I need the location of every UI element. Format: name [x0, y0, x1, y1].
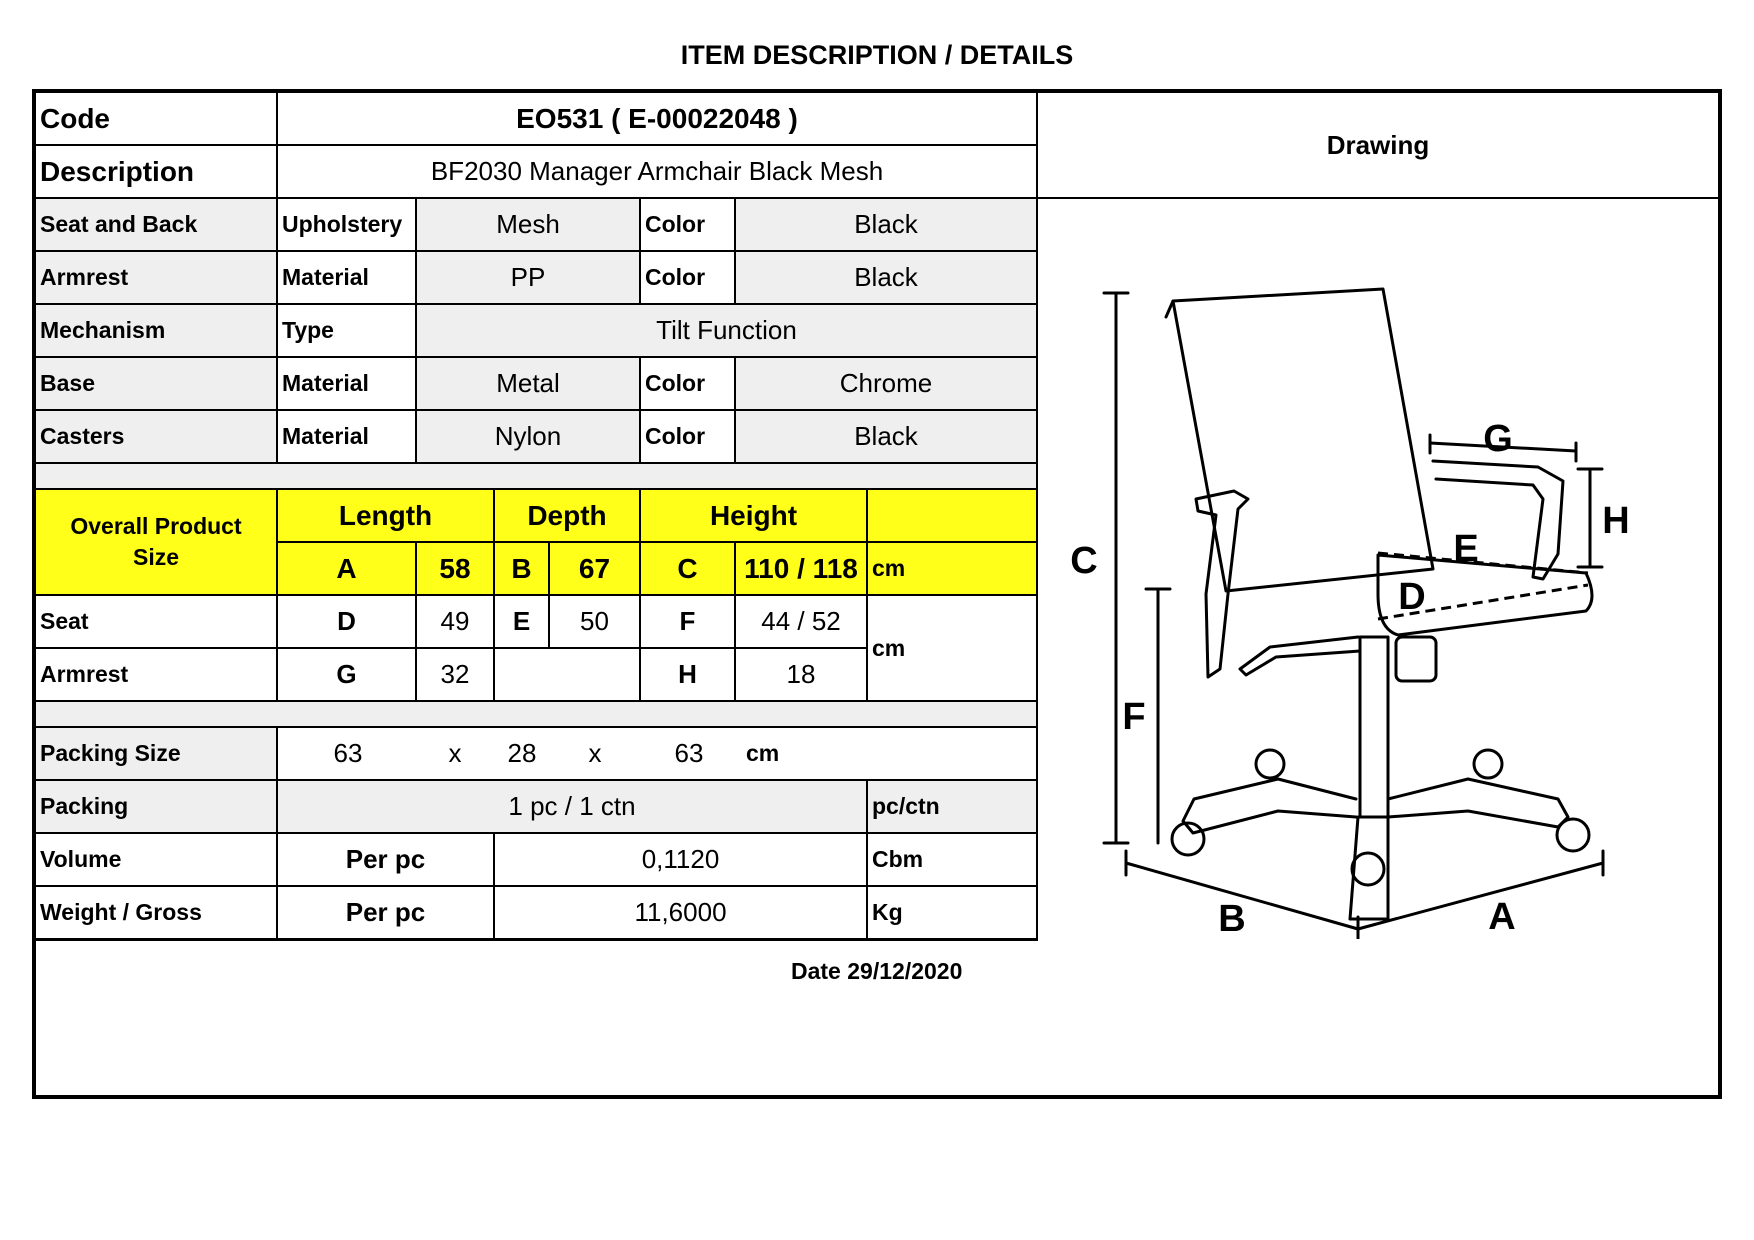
seat-label: Seat — [36, 596, 278, 649]
overall-unit: cm — [868, 543, 1038, 596]
packing-size-unit: cm — [746, 740, 780, 766]
weight-unit: Kg — [868, 887, 1038, 940]
empty-cell — [495, 649, 641, 702]
footer-divider — [36, 939, 1038, 941]
spec-value: Metal — [417, 358, 641, 411]
packing-width: 28 — [507, 738, 537, 768]
packing-times: x — [448, 738, 462, 768]
packing-value: 1 pc / 1 ctn — [278, 781, 868, 834]
drawing-letter-e: E — [1453, 528, 1479, 570]
dim-c-value: 110 / 118 — [736, 543, 868, 596]
weight-per: Per pc — [278, 887, 495, 940]
overall-blank-cell — [868, 490, 1038, 543]
spec-color-value: Black — [736, 411, 1038, 464]
drawing-letter-b: B — [1218, 898, 1246, 939]
drawing-letter-f: F — [1122, 696, 1146, 738]
armrest-dim-label: Armrest — [36, 649, 278, 702]
drawing-letter-g: G — [1483, 418, 1513, 460]
height-header: Height — [641, 490, 868, 543]
dim-d-letter: D — [278, 596, 417, 649]
separator-row — [36, 464, 1038, 490]
dim-e-letter: E — [495, 596, 550, 649]
separator-row — [36, 702, 1038, 728]
overall-size-label: Overall Product Size — [36, 490, 278, 596]
drawing-letter-c: C — [1070, 540, 1098, 582]
dim-f-letter: F — [641, 596, 736, 649]
code-value: EO531 ( E-00022048 ) — [278, 93, 1038, 146]
page-title: ITEM DESCRIPTION / DETAILS — [680, 40, 1074, 70]
description-value: BF2030 Manager Armchair Black Mesh — [278, 146, 1038, 199]
length-header: Length — [278, 490, 495, 543]
dim-b-value: 67 — [550, 543, 641, 596]
spec-value: Tilt Function — [417, 305, 1038, 358]
drawing-letter-h: H — [1602, 500, 1630, 542]
spec-color-label: Color — [641, 358, 736, 411]
spec-part-casters: Casters — [36, 411, 278, 464]
volume-value: 0,1120 — [495, 834, 868, 887]
packing-label: Packing — [36, 781, 278, 834]
spec-attr-label: Material — [278, 358, 417, 411]
dim-h-letter: H — [641, 649, 736, 702]
dim-d-value: 49 — [417, 596, 495, 649]
dim-a-letter: A — [278, 543, 417, 596]
dim-e-value: 50 — [550, 596, 641, 649]
spec-color-label: Color — [641, 411, 736, 464]
dim-h-value: 18 — [736, 649, 868, 702]
spec-part-mechanism: Mechanism — [36, 305, 278, 358]
packing-times: x — [588, 738, 602, 768]
volume-label: Volume — [36, 834, 278, 887]
spec-value: Nylon — [417, 411, 641, 464]
spec-attr-label: Upholstery — [278, 199, 417, 252]
dim-c-letter: C — [641, 543, 736, 596]
spec-attr-label: Type — [278, 305, 417, 358]
spec-value: Mesh — [417, 199, 641, 252]
packing-size-value — [278, 728, 1038, 781]
spec-value: PP — [417, 252, 641, 305]
drawing-heading: Drawing — [1038, 93, 1718, 199]
spec-color-label: Color — [641, 252, 736, 305]
dim-g-letter: G — [278, 649, 417, 702]
dim-f-value: 44 / 52 — [736, 596, 868, 649]
spec-attr-label: Material — [278, 252, 417, 305]
spec-attr-label: Material — [278, 411, 417, 464]
dim-b-letter: B — [495, 543, 550, 596]
dim-a-value: 58 — [417, 543, 495, 596]
weight-label: Weight / Gross — [36, 887, 278, 940]
depth-header: Depth — [495, 490, 641, 543]
spec-part-seat-back: Seat and Back — [36, 199, 278, 252]
description-label: Description — [36, 146, 278, 199]
spec-color-label: Color — [641, 199, 736, 252]
spec-part-armrest: Armrest — [36, 252, 278, 305]
drawing-letter-d: D — [1398, 576, 1426, 618]
code-label: Code — [36, 93, 278, 146]
packing-height: 63 — [674, 738, 704, 768]
dim-g-value: 32 — [417, 649, 495, 702]
item-sheet — [32, 89, 1722, 1099]
spec-color-value: Chrome — [736, 358, 1038, 411]
packing-size-label: Packing Size — [36, 728, 278, 781]
dims-unit: cm — [868, 596, 1038, 702]
packing-unit: pc/ctn — [868, 781, 1038, 834]
spec-color-value: Black — [736, 199, 1038, 252]
weight-value: 11,6000 — [495, 887, 868, 940]
chair-drawing — [1038, 199, 1718, 939]
volume-unit: Cbm — [868, 834, 1038, 887]
packing-length: 63 — [333, 738, 363, 768]
document-date: Date 29/12/2020 — [791, 958, 963, 984]
spec-part-base: Base — [36, 358, 278, 411]
drawing-letter-a: A — [1488, 896, 1516, 938]
spec-color-value: Black — [736, 252, 1038, 305]
volume-per: Per pc — [278, 834, 495, 887]
